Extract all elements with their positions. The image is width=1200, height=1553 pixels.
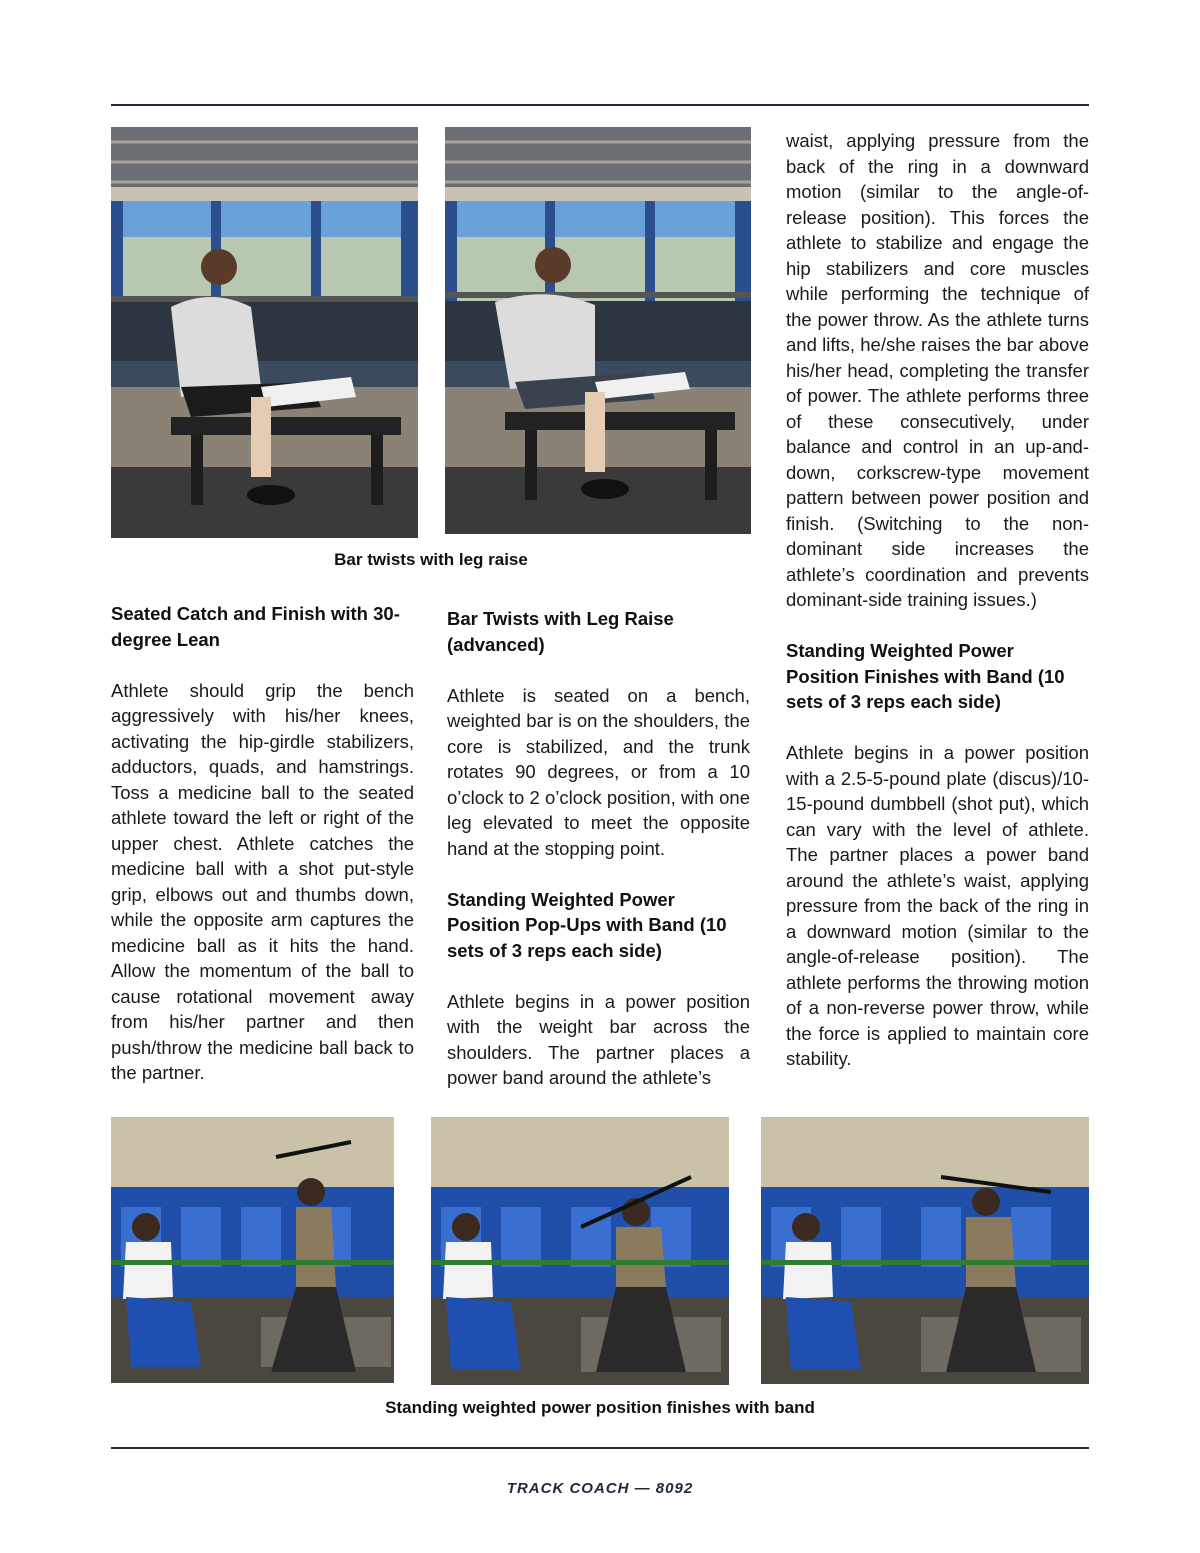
photo-power-finish-1 <box>111 1117 394 1383</box>
paragraph-seated-catch: Athlete should grip the bench aggressively with his/her knees, activating the hip-girdle stabilizers, adductors, quads, and hamstrings. Toss a medicine ball to the seated athlete toward the left or right of the upper chest. Athlete catches the medicine ball with a shot put-style grip, elbows out and thumbs down, while the opposite arm captures the medicine ball as it hits the hand. Allow the momentum of the ball to cause rotational movement away from his/her partner and then push/throw the medicine ball back to the partner. <box>111 679 414 1083</box>
paragraph-pop-ups-continued: waist, applying pressure from the back of the ring in a downward motion (similar to the angle-of-release position). This forces the athlete to stabilize and engage the hip stabilizers and core muscles while performing the technique of the power throw. As the athlete turns and lifts, he/she raises the bar above his/her head, completing the transfer of power. The athlete performs three of these consecutively, under balance and control in an up-and-down, corkscrew-type movement pattern between power position and finish. (Switching to the non-dominant side increases the athlete’s coordination and prevents dominant-side training issues.) <box>786 130 1089 610</box>
column-3 <box>786 128 1089 1072</box>
column-1 <box>111 601 414 1086</box>
heading-bar-twists: Bar Twists with Leg Raise (advanced) <box>447 608 674 655</box>
photo-power-finish-3 <box>761 1117 1089 1384</box>
paragraph-pop-ups: Athlete begins in a power position with the weight bar across the shoulders. The partner places a power band around the athlete’s <box>447 990 750 1088</box>
paragraph-bar-twists: Athlete is seated on a bench, weighted bar is on the shoulders, the core is stabilized, and the trunk rotates 90 degrees, or from a 10 o’clock to 2 o’clock position, with one leg elevated to meet the opposite hand at the stopping point. <box>447 684 750 859</box>
paragraph-finishes: Athlete begins in a power position with a 2.5-5-pound plate (discus)/10-15-pound dumbbell (shot put), which can vary with the level of athlete. The partner places a power band around the athlete’s waist, applying pressure from the back of the ring in a downward motion (similar to the angle-of-release position). The athlete performs the throwing motion of a non-reverse power throw, while the force is applied to maintain core stability. <box>786 742 1089 1069</box>
photo-bar-twist-1 <box>111 127 418 538</box>
page-footer: TRACK COACH — 8092 <box>506 1480 694 1497</box>
bottom-rule <box>111 1447 1089 1449</box>
bottom-photo-caption: Standing weighted power position finishes with band <box>385 1398 815 1417</box>
heading-finishes: Standing Weighted Power Position Finishes with Band (10 sets of 3 reps each side) <box>786 640 1065 712</box>
heading-seated-catch: Seated Catch and Finish with 30-degree Lean <box>111 603 400 650</box>
photo-power-finish-2 <box>431 1117 729 1385</box>
top-photo-caption: Bar twists with leg raise <box>334 550 528 569</box>
photo-bar-twist-2 <box>445 127 751 534</box>
heading-pop-ups: Standing Weighted Power Position Pop-Ups with Band (10 sets of 3 reps each side) <box>447 888 727 961</box>
top-rule <box>111 104 1089 106</box>
column-2 <box>447 606 750 1091</box>
